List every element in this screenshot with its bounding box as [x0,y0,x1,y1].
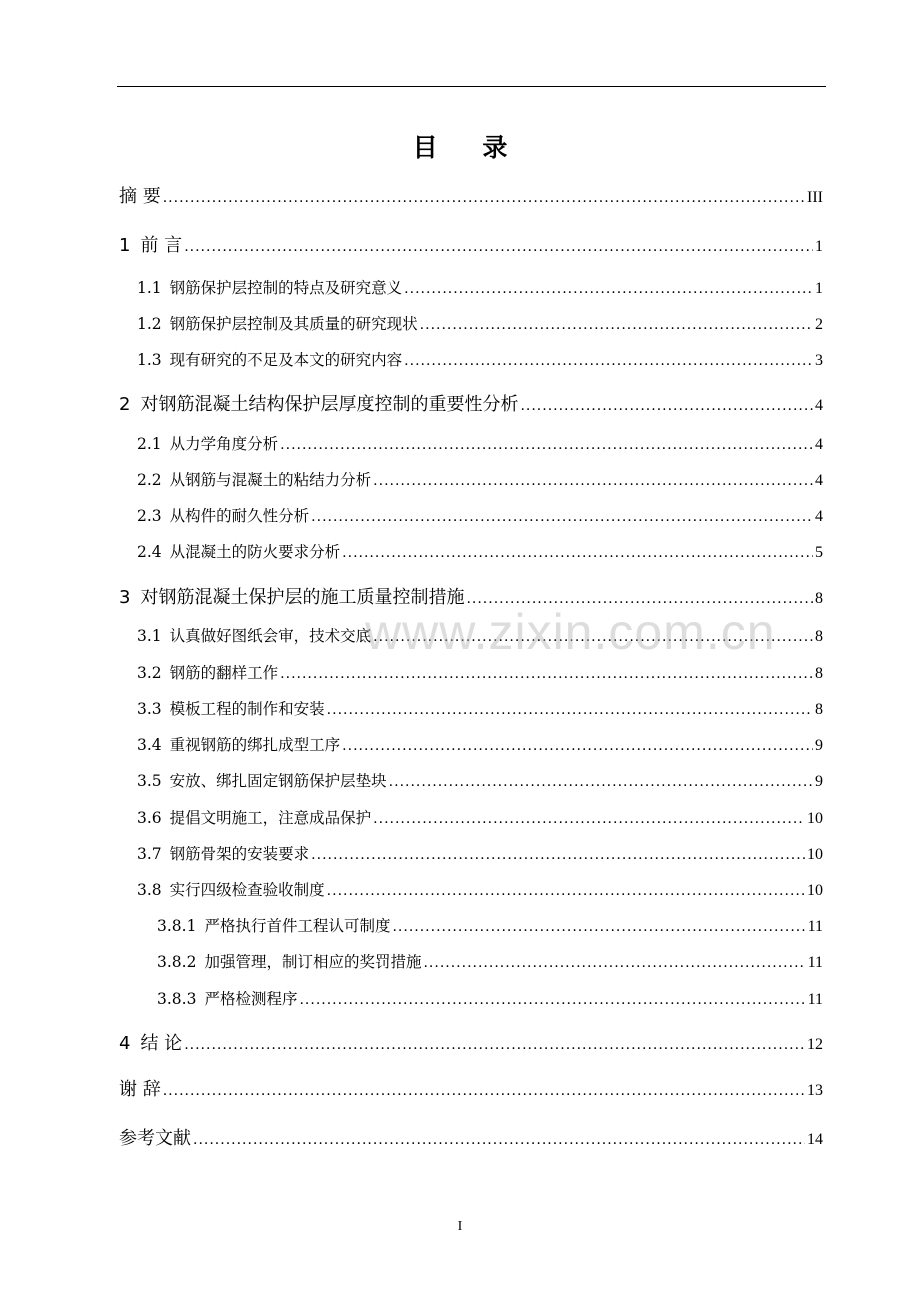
toc-entry-page: 8 [815,701,823,718]
toc-entry[interactable] [137,348,823,370]
toc-entry-label [137,733,340,755]
toc-entry-label [137,661,278,683]
dot-leader [280,666,813,682]
toc-entry-text: 对钢筋混凝土保护层的施工质量控制措施 [140,587,465,608]
toc-entry-text: 摘 要 [119,186,161,207]
toc-entry-page: 8 [815,628,823,645]
toc-entry[interactable] [137,878,823,900]
toc-entry-label [137,276,402,298]
toc-entry-text: 从力学角度分析 [169,435,279,453]
dot-leader [423,955,805,971]
toc-entry-text: 加强管理，制订相应的奖罚措施 [204,953,422,971]
toc-entry-text: 钢筋保护层控制的特点及研究意义 [169,279,403,297]
toc-entry-text: 钢筋的翻样工作 [169,664,279,682]
toc-entry-page: 4 [815,436,823,453]
toc-entry[interactable] [119,390,823,416]
toc-entry-label [137,504,309,526]
toc-entry-number: 3.8.1 [157,917,197,935]
toc-entry-number: 1.2 [137,315,162,333]
dot-leader [342,545,813,561]
toc-entry-number: 3.8.3 [157,990,197,1008]
toc-entry-text: 模板工程的制作和安装 [169,700,325,718]
dot-leader [184,1037,805,1053]
toc-entry-label [119,390,518,416]
toc-entry-number: 3 [119,587,131,608]
toc-entry-label [137,468,371,490]
toc-entry[interactable] [137,842,823,864]
toc-entry-label [137,348,402,370]
toc-entry[interactable] [137,468,823,490]
toc-entry[interactable] [137,769,823,791]
toc-entry-number: 3.5 [137,772,162,790]
toc-entry[interactable] [137,504,823,526]
dot-leader [311,509,813,525]
toc-entry-text: 从混凝土的防火要求分析 [169,543,341,561]
toc-entry-text: 钢筋保护层控制及其质量的研究现状 [169,315,418,333]
dot-leader [373,473,813,489]
toc-entry-page: 13 [807,1082,823,1099]
toc-entry-number: 3.1 [137,627,162,645]
dot-leader [280,437,813,453]
toc-entry-text: 参考文献 [119,1128,191,1149]
toc-entry-label [119,1029,182,1055]
toc-entry-page: III [807,189,823,206]
toc-entry-page: 10 [807,810,823,827]
dot-leader [163,190,805,206]
toc-entry[interactable] [137,540,823,562]
toc-entry[interactable] [137,697,823,719]
toc-entry-label [157,950,421,972]
toc-entry-page: 11 [807,918,823,935]
toc-entry-label [119,1124,191,1150]
toc-entry[interactable] [137,661,823,683]
dot-leader [184,239,813,255]
toc-entry-number: 2.3 [137,507,162,525]
toc-entry[interactable] [137,276,823,298]
toc-entry-number: 1.1 [137,279,162,297]
toc-entry-label [137,842,309,864]
toc-entry-page: 11 [807,991,823,1008]
toc-entry-label [137,312,418,334]
toc-entry[interactable] [137,733,823,755]
toc-entry-label [137,769,387,791]
toc-entry-page: 1 [815,280,823,297]
toc-entry[interactable] [137,312,823,334]
dot-leader [520,398,813,414]
toc-entry-text: 严格执行首件工程认可制度 [204,917,391,935]
toc-entry-number: 3.3 [137,700,162,718]
toc-entry[interactable] [137,432,823,454]
toc-entry-label [119,182,161,208]
toc-entry-page: 8 [815,665,823,682]
toc-entry-page: 14 [807,1131,823,1148]
toc-entry-label [137,878,325,900]
toc-entry-text: 实行四级检查验收制度 [169,881,325,899]
toc-entry-page: 5 [815,544,823,561]
toc-entry-page: 4 [815,508,823,525]
toc-entry[interactable] [157,987,823,1009]
toc-entry-text: 从构件的耐久性分析 [169,507,310,525]
toc-entry[interactable] [157,950,823,972]
toc-entry-label [119,231,182,257]
dot-leader [392,919,805,935]
toc-entry[interactable] [119,1029,823,1055]
toc-entry-page: 3 [815,352,823,369]
toc-entry-label [157,914,390,936]
dot-leader [327,883,805,899]
toc-entry-page: 9 [815,737,823,754]
toc-entry-page: 10 [807,882,823,899]
dot-leader [420,317,813,333]
toc-entry[interactable] [119,231,823,257]
toc-entry[interactable] [157,914,823,936]
toc-entry-page: 4 [815,397,823,414]
toc-entry-label [137,806,371,828]
toc-entry-text: 严格检测程序 [204,990,298,1008]
toc-entry-page: 8 [815,590,823,607]
toc-entry-page: 2 [815,316,823,333]
dot-leader [373,811,805,827]
toc-entry-number: 3.7 [137,845,162,863]
toc-entry-page: 9 [815,773,823,790]
dot-leader [163,1083,805,1099]
toc-entry-number: 2.2 [137,471,162,489]
toc-entry-number: 3.8 [137,881,162,899]
toc-entry[interactable] [119,1075,823,1101]
toc-entry-page: 1 [815,238,823,255]
toc-entry-label [137,697,325,719]
dot-leader [404,353,813,369]
toc-entry-number: 2.1 [137,435,162,453]
dot-leader [193,1132,805,1148]
toc-entry-number: 3.2 [137,664,162,682]
toc-entry-text: 重视钢筋的绑扎成型工序 [169,736,341,754]
watermark: www.zixin.com.cn [365,604,776,660]
toc-entry-page: 4 [815,472,823,489]
toc-entry-text: 结 论 [140,1033,183,1054]
toc-entry-text: 从钢筋与混凝土的粘结力分析 [169,471,372,489]
toc-entry-number: 1.3 [137,351,162,369]
toc-entry-number: 2 [119,394,131,415]
toc-entry-number: 3.6 [137,809,162,827]
dot-leader [299,992,805,1008]
toc-entry-text: 钢筋骨架的安装要求 [169,845,310,863]
toc-entry-text: 提倡文明施工，注意成品保护 [169,809,372,827]
toc-entry-text: 现有研究的不足及本文的研究内容 [169,351,403,369]
dot-leader [404,281,813,297]
toc-entry-text: 对钢筋混凝土结构保护层厚度控制的重要性分析 [140,394,519,415]
dot-leader [342,738,813,754]
toc-entry-page: 10 [807,846,823,863]
toc-entry-number: 3.4 [137,736,162,754]
dot-leader [327,702,813,718]
toc-entry-label [137,540,340,562]
toc-entry-number: 1 [119,235,131,256]
page-number: I [457,1219,463,1234]
toc-entry-number: 4 [119,1033,131,1054]
toc-entry-number: 3.8.2 [157,953,197,971]
toc-entry-page: 12 [807,1036,823,1053]
dot-leader [311,847,805,863]
toc-entry-page: 11 [807,954,823,971]
toc-entry-number: 2.4 [137,543,162,561]
toc-entry-label [157,987,297,1009]
toc-entry-label [137,624,371,646]
toc-entry-text: 谢 辞 [119,1079,161,1100]
toc-entry-text: 前 言 [140,235,183,256]
toc-entry-text: 安放、绑扎固定钢筋保护层垫块 [169,772,387,790]
dot-leader [389,774,813,790]
toc-entry-text: 认真做好图纸会审，技术交底 [169,627,372,645]
toc-entry-label [119,1075,161,1101]
toc-entry[interactable] [119,1124,823,1150]
toc-title: 目 录 [412,133,526,162]
toc-entry[interactable] [119,182,823,208]
toc-entry[interactable] [137,806,823,828]
toc-entry-label [137,432,278,454]
